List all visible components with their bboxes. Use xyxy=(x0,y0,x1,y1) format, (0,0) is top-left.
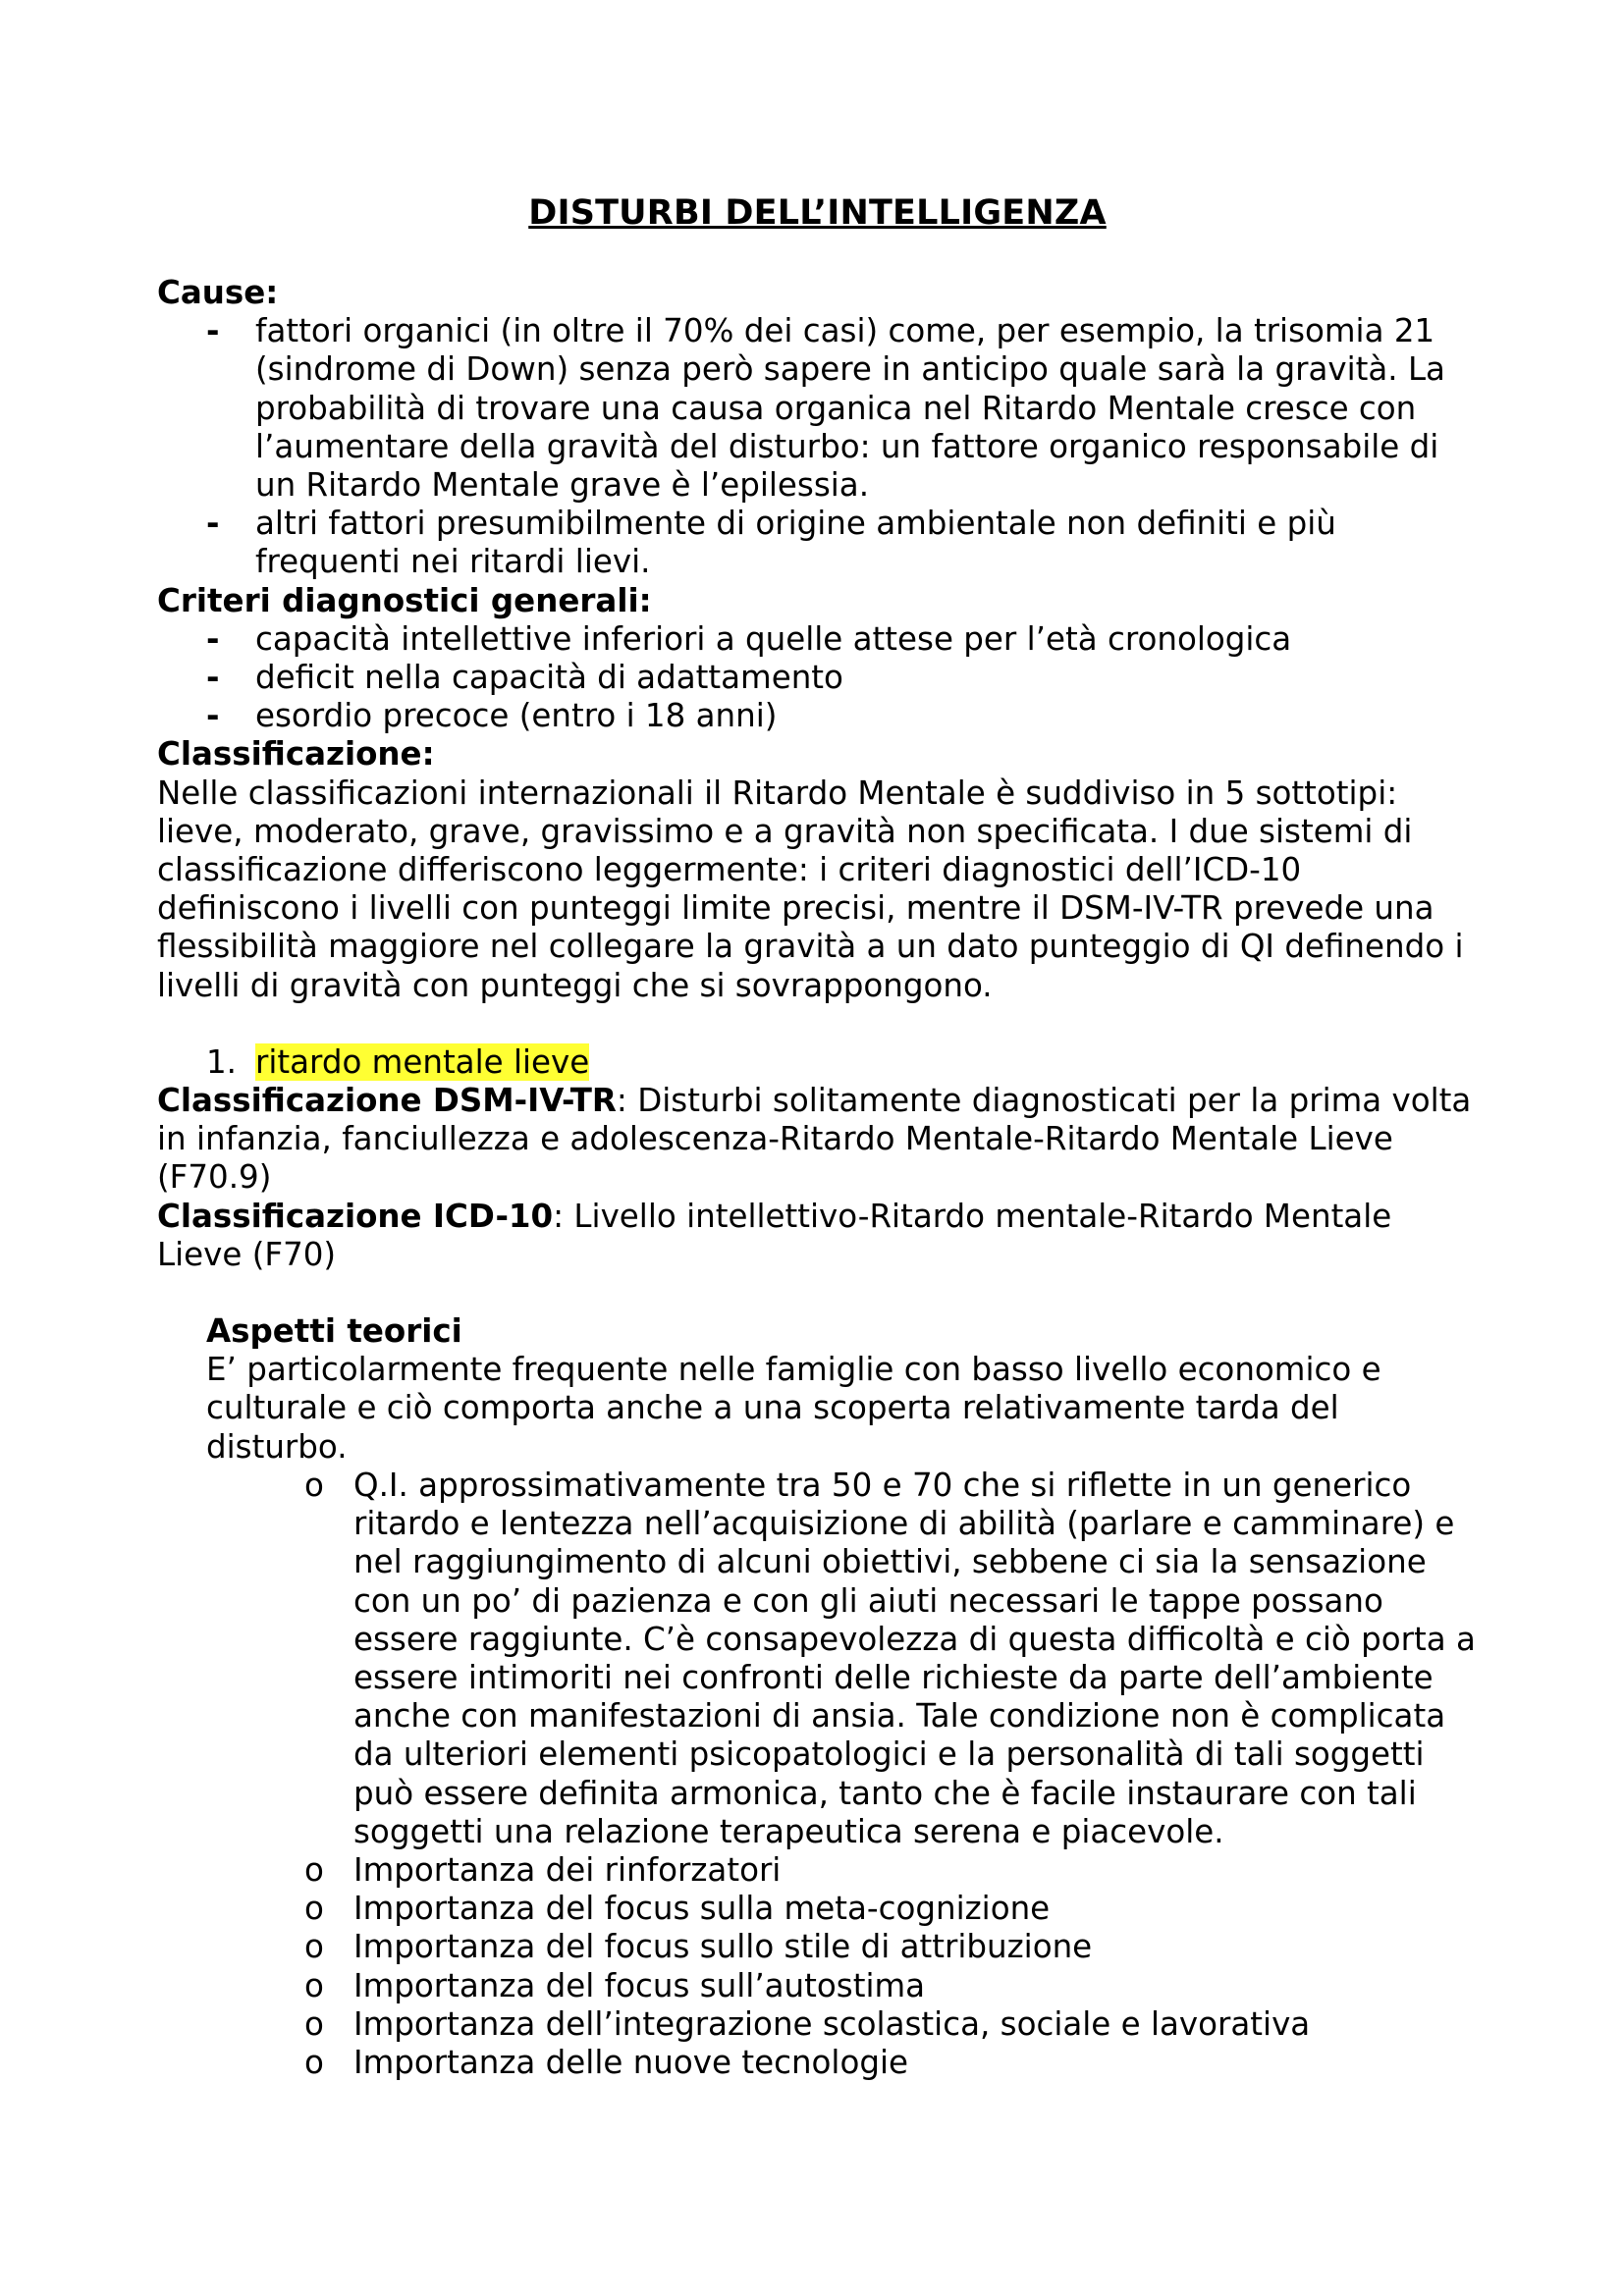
aspetti-text: E’ particolarmente frequente nelle famiglie con basso livello economico e culturale e ciò comporta anche a una scoperta relativamente tarda del disturbo. xyxy=(206,1351,1381,1466)
list-item: o Importanza del focus sullo stile di attribuzione xyxy=(304,1928,1093,1966)
dash-bullet: - xyxy=(206,619,220,658)
aspetti-list xyxy=(157,1467,1478,2082)
dash-bullet: - xyxy=(206,697,220,735)
classificazione-heading: Classificazione: xyxy=(157,735,435,774)
dsm-classification xyxy=(157,1082,1478,1198)
icd-label: Classificazione ICD-10 xyxy=(157,1197,554,1235)
list-item: o Importanza dell’integrazione scolastica, sociale e lavorativa xyxy=(304,2004,1311,2043)
numbered-item-lieve xyxy=(157,1043,1478,1082)
list-item: o Importanza del focus sull’autostima xyxy=(304,1966,926,2004)
list-item: o Importanza del focus sulla meta-cognizione xyxy=(304,1890,1051,1928)
list-item: o Q.I. approssimativamente tra 50 e 70 che si riflette in un generico ritardo e lentezza nell’acquisizione di abilità (parlare e camminare) e nel raggiungimento di alcuni obiettivi, sebbene ci sia la sensazione con un po’ di pazienza e con gli aiuti necessari le tappe possano essere raggiunte. C’è consapevolezza di questa difficoltà e ciò porta a essere intimoriti nei confronti delle richieste da parte dell’ambiente anche con manifestazioni di ansia. Tale condizione non è complicata da ulteriori elementi psicopatologici e la personalità di tali soggetti può essere definita armonica, tanto che è facile instaurare con tali soggetti una relazione terapeutica serena e piacevole. xyxy=(304,1466,1476,1850)
circle-bullet: o xyxy=(304,1966,324,2004)
dash-bullet: - xyxy=(206,312,220,350)
list-item: - fattori organici (in oltre il 70% dei casi) come, per esempio, la trisomia 21 (sindrome di Down) senza però sapere in anticipo quale sarà la gravità. La probabilità di trovare una causa organica nel Ritardo Mentale cresce con l’aumentare della gravità del disturbo: un fattore organico responsabile di un Ritardo Mentale grave è l’epilessia. xyxy=(206,312,1445,505)
icd-classification xyxy=(157,1198,1478,1274)
cause-heading: Cause: xyxy=(157,274,279,311)
circle-bullet: o xyxy=(304,1850,324,1889)
circle-bullet: o xyxy=(304,2043,324,2081)
aspetti-heading: Aspetti teorici xyxy=(206,1312,462,1351)
list-item: - altri fattori presumibilmente di origine ambientale non definiti e più frequenti nei ritardi lievi. xyxy=(206,505,1336,581)
list-item: - capacità intellettive inferiori a quelle attese per l’età cronologica xyxy=(206,619,1292,658)
circle-bullet: o xyxy=(304,1890,324,1928)
dash-bullet: - xyxy=(206,659,220,697)
list-item: - deficit nella capacità di adattamento xyxy=(206,659,843,697)
document-page xyxy=(157,191,1478,2082)
dsm-label: Classificazione DSM-IV-TR xyxy=(157,1082,617,1120)
spacer xyxy=(157,1005,1478,1043)
circle-bullet: o xyxy=(304,1466,324,1504)
criteri-list xyxy=(157,620,1478,736)
list-item: o Importanza delle nuove tecnologie xyxy=(304,2043,908,2081)
circle-bullet: o xyxy=(304,1928,324,1966)
document-title: DISTURBI DELL’INTELLIGENZA xyxy=(528,193,1107,233)
classificazione-text: Nelle classificazioni internazionali il Ritardo Mentale è suddiviso in 5 sottotipi: lieve, moderato, grave, gravissimo e a gravità non specificata. I due sistemi di classificazione differiscono leggermente: i criteri diagnostici dell’ICD-10 definiscono i livelli con punteggi limite precisi, mentre il DSM-IV-TR prevede una flessibilità maggiore nel collegare la gravità a un dato punteggio di QI definendo i livelli di gravità con punteggi che si sovrappongono. xyxy=(157,774,1464,1004)
icd-text: : Livello intellettivo-Ritardo mentale-Ritardo Mentale Lieve (F70) xyxy=(157,1197,1392,1273)
highlighted-label: ritardo mentale lieve xyxy=(255,1042,590,1081)
dash-bullet: - xyxy=(206,505,220,543)
list-item: o Importanza dei rinforzatori xyxy=(304,1850,782,1889)
spacer xyxy=(157,1274,1478,1312)
circle-bullet: o xyxy=(304,2004,324,2043)
list-item: - esordio precoce (entro i 18 anni) xyxy=(206,697,778,735)
criteri-heading: Criteri diagnostici generali: xyxy=(157,581,652,619)
aspetti-section xyxy=(157,1312,1478,1467)
item-number: 1. xyxy=(206,1042,238,1081)
dsm-text: : Disturbi solitamente diagnosticati per la prima volta in infanzia, fanciullezza e adolescenza-Ritardo Mentale-Ritardo Mentale Lieve (F70.9) xyxy=(157,1082,1472,1197)
cause-list xyxy=(157,312,1478,581)
